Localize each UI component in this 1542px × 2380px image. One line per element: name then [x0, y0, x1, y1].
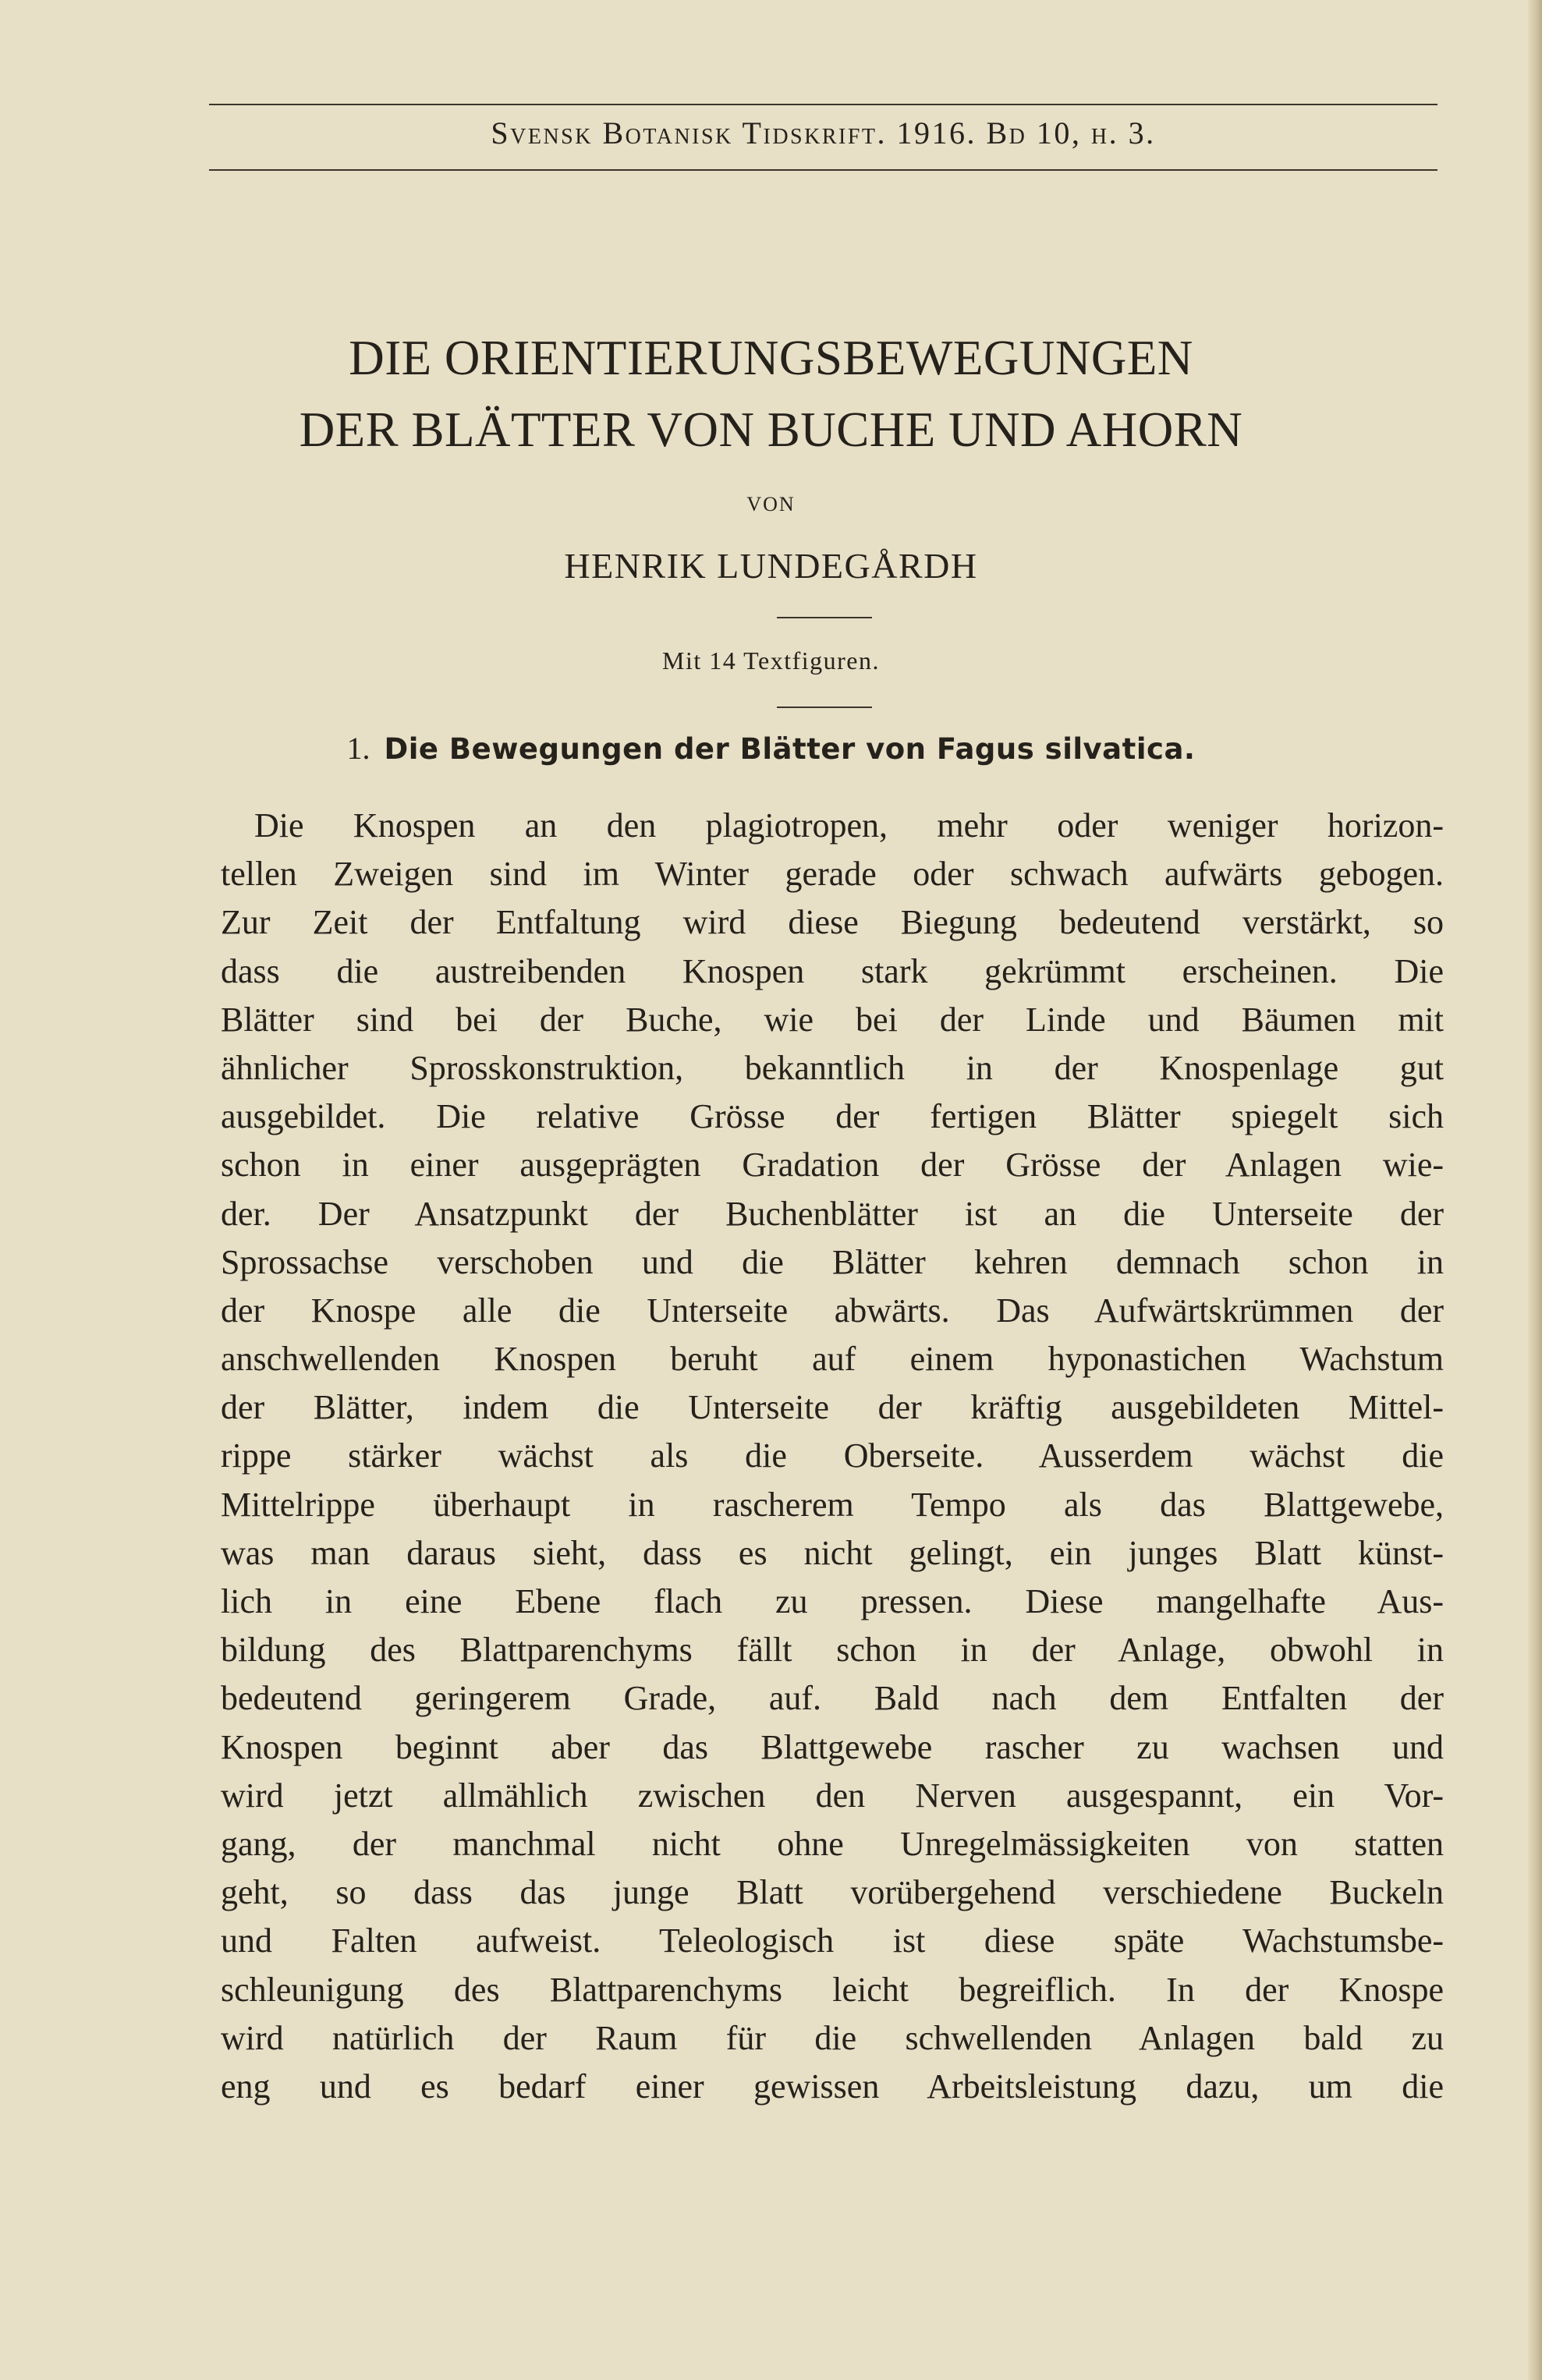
body-line: Sprossachse verschoben und die Blätter kehren demnach schon in — [221, 1242, 1444, 1281]
header-rule-bottom — [209, 169, 1437, 171]
body-line: Knospen beginnt aber das Blattgewebe rascher zu wachsen und — [221, 1727, 1444, 1766]
body-line: Die Knospen an den plagiotropen, mehr oder weniger horizon- — [254, 806, 1444, 845]
article-title-line-2: DER BLÄTTER VON BUCHE UND AHORN — [299, 402, 1243, 457]
body-line: schon in einer ausgeprägten Gradation der Grösse der Anlagen wie- — [221, 1146, 1444, 1185]
body-text — [221, 802, 1444, 2111]
running-head: Svensk Botanisk Tidskrift. 1916. Bd 10, h. 3. — [491, 115, 1156, 151]
author-name: HENRIK LUNDEGÅRDH — [564, 546, 978, 586]
divider-rule-1 — [777, 617, 872, 618]
body-line: ähnlicher Sprosskonstruktion, bekanntlich in der Knospenlage gut — [221, 1048, 1444, 1087]
body-line: was man daraus sieht, dass es nicht gelingt, ein junges Blatt künst- — [221, 1533, 1444, 1572]
divider-rule-2 — [777, 707, 872, 708]
body-line: anschwellenden Knospen beruht auf einem hyponastichen Wachstum — [221, 1340, 1444, 1379]
body-line: geht, so dass das junge Blatt vorübergehend verschiedene Buckeln — [221, 1873, 1444, 1912]
body-line: Mittelrippe überhaupt in rascherem Tempo als das Blattgewebe, — [221, 1485, 1444, 1524]
body-line: Blätter sind bei der Buche, wie bei der Linde und Bäumen mit — [221, 1000, 1444, 1039]
article-title-line-1: DIE ORIENTIERUNGSBEWEGUNGEN — [349, 331, 1193, 385]
body-line: Zur Zeit der Entfaltung wird diese Biegung bedeutend verstärkt, so — [221, 903, 1444, 942]
header-rule-top — [209, 104, 1437, 105]
byline-word: VON — [746, 493, 796, 515]
body-line: der Knospe alle die Unterseite abwärts. Das Aufwärtskrümmen der — [221, 1291, 1444, 1330]
body-line: eng und es bedarf einer gewissen Arbeitsleistung dazu, um die — [221, 2067, 1444, 2106]
body-line: ausgebildet. Die relative Grösse der fertigen Blätter spiegelt sich — [221, 1097, 1444, 1136]
body-line: schleunigung des Blattparenchyms leicht begreiflich. In der Knospe — [221, 1970, 1444, 2009]
body-line: der Blätter, indem die Unterseite der kräftig ausgebildeten Mittel- — [221, 1388, 1444, 1427]
body-line: wird jetzt allmählich zwischen den Nerven ausgespannt, ein Vor- — [221, 1776, 1444, 1815]
body-line: bedeutend geringerem Grade, auf. Bald nach dem Entfalten der — [221, 1679, 1444, 1718]
body-line: bildung des Blattparenchyms fällt schon in der Anlage, obwohl in — [221, 1631, 1444, 1670]
figure-note: Mit 14 Textfiguren. — [662, 646, 880, 675]
body-line: lich in eine Ebene flach zu pressen. Diese mangelhafte Aus- — [221, 1582, 1444, 1620]
body-line: rippe stärker wächst als die Oberseite. Ausserdem wächst die — [221, 1436, 1444, 1475]
body-line: dass die austreibenden Knospen stark gekrümmt erscheinen. Die — [221, 951, 1444, 990]
body-line: tellen Zweigen sind im Winter gerade oder schwach aufwärts gebogen. — [221, 855, 1444, 894]
section-title: Die Bewegungen der Blätter von Fagus silvatica. — [384, 732, 1196, 766]
body-line: und Falten aufweist. Teleologisch ist diese späte Wachstumsbe- — [221, 1921, 1444, 1960]
section-number: 1. — [346, 731, 370, 766]
body-line: wird natürlich der Raum für die schwellenden Anlagen bald zu — [221, 2018, 1444, 2057]
body-line: der. Der Ansatzpunkt der Buchenblätter ist an die Unterseite der — [221, 1194, 1444, 1233]
section-heading — [0, 730, 1542, 767]
body-line: gang, der manchmal nicht ohne Unregelmässigkeiten von statten — [221, 1824, 1444, 1863]
